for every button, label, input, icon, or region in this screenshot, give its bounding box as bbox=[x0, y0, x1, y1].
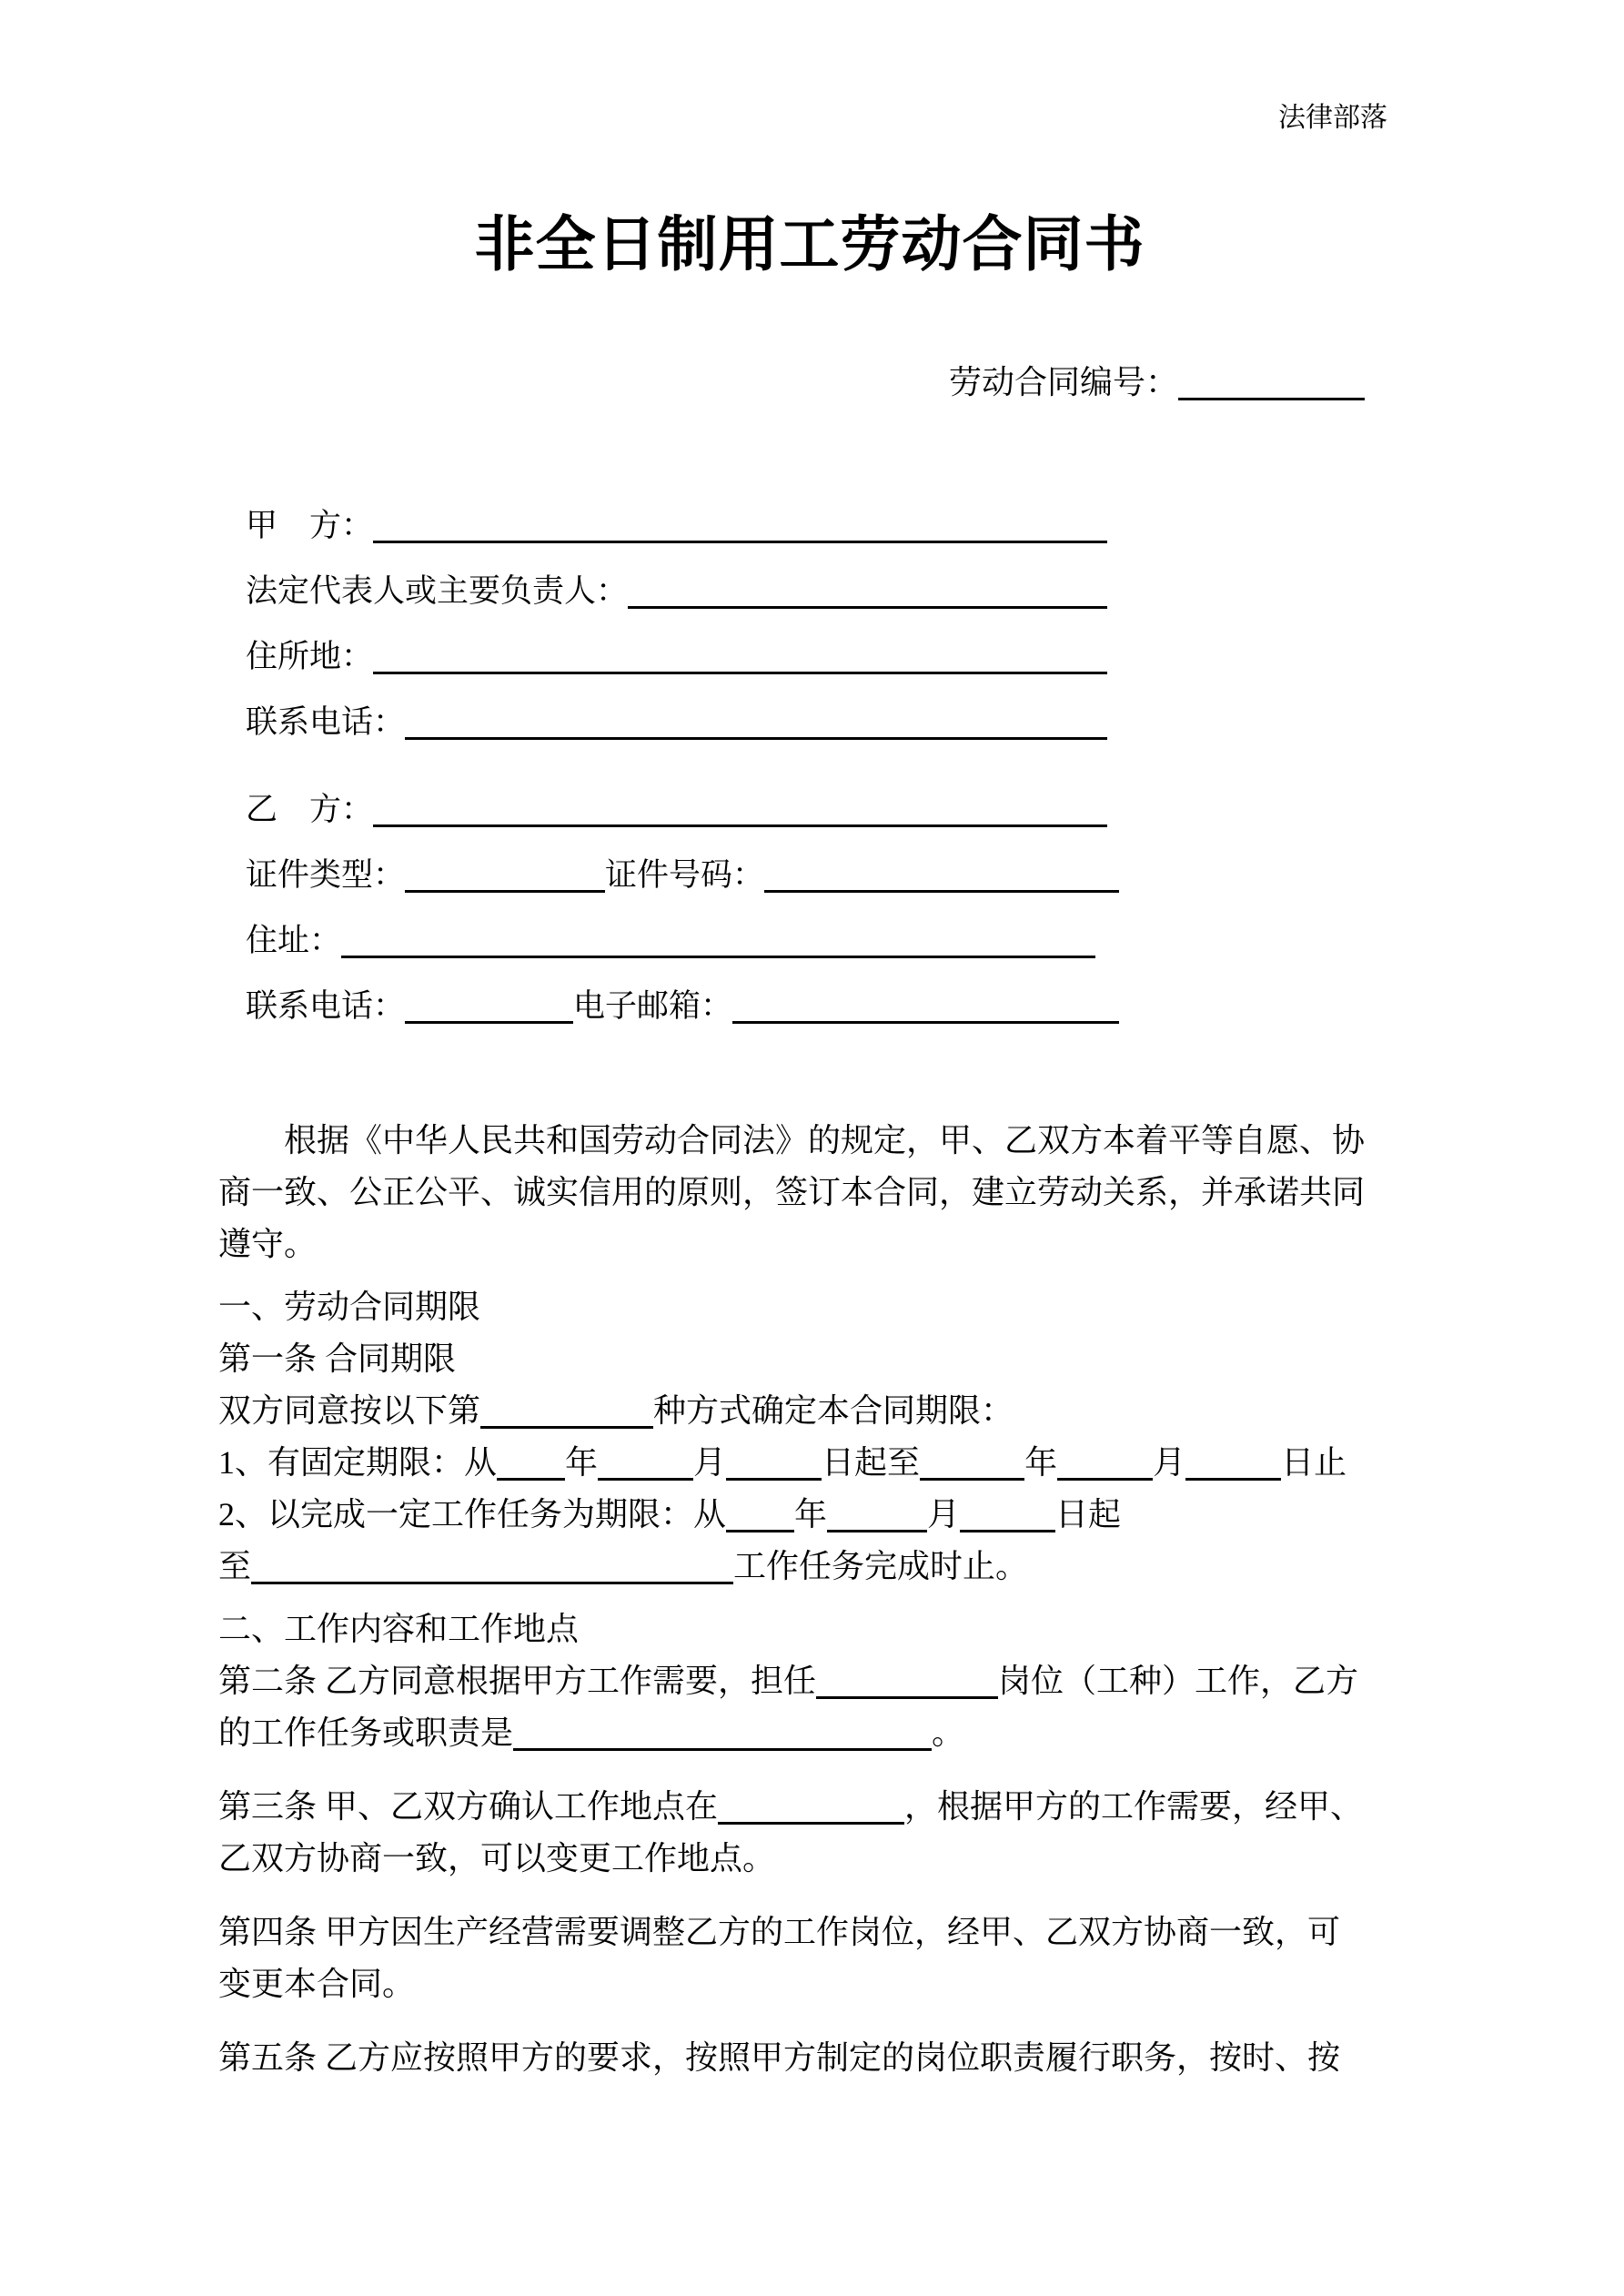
blank-field bbox=[405, 724, 1107, 740]
blank-field bbox=[1057, 1465, 1153, 1481]
text-run: 证件号码： bbox=[605, 857, 765, 893]
party-a-legal-rep-row bbox=[246, 571, 1401, 612]
text-run: 二、工作内容和工作地点 bbox=[218, 1611, 580, 1647]
party-a-name-row bbox=[246, 505, 1401, 547]
text-run: 联系电话： bbox=[246, 704, 406, 740]
watermark-brand: 法律部落 bbox=[1278, 103, 1387, 133]
text-run: 证件类型： bbox=[246, 857, 406, 893]
preamble-line-1 bbox=[218, 1115, 1401, 1167]
text-run: 一、劳动合同期限 bbox=[218, 1289, 481, 1325]
blank-field bbox=[513, 1735, 932, 1751]
clauses-section bbox=[218, 1281, 1401, 2084]
clause-4-line-2 bbox=[218, 1958, 1401, 2010]
text-run: ，根据甲方的工作需要，经甲、 bbox=[904, 1788, 1364, 1825]
blank-field bbox=[920, 1465, 1024, 1481]
text-run: 日起 bbox=[1055, 1496, 1122, 1532]
blank-field bbox=[598, 1465, 693, 1481]
text-run: 第三条 甲、乙双方确认工作地点在 bbox=[218, 1788, 719, 1825]
contract-number-label: 劳动合同编号： bbox=[948, 364, 1178, 400]
text-run: 乙双方协商一致，可以变更工作地点。 bbox=[218, 1840, 776, 1876]
text-run: 月 bbox=[693, 1444, 727, 1481]
blank-field bbox=[628, 593, 1107, 609]
text-run: 日起至 bbox=[822, 1444, 921, 1481]
blank-field bbox=[960, 1517, 1055, 1532]
blank-field bbox=[1185, 1465, 1281, 1481]
blank-field bbox=[732, 1008, 1119, 1024]
preamble-line-3 bbox=[218, 1219, 1401, 1270]
text-run: 第二条 乙方同意根据甲方工作需要，担任 bbox=[218, 1663, 817, 1699]
text-run: 第五条 乙方应按照甲方的要求，按照甲方制定的岗位职责履行职务，按时、按 bbox=[218, 2039, 1341, 2076]
blank-field bbox=[373, 528, 1107, 543]
preamble-line-2 bbox=[218, 1167, 1401, 1219]
clause-2-line-2 bbox=[218, 1707, 1401, 1759]
party-a-phone-row bbox=[246, 702, 1401, 743]
clause-3-line-1 bbox=[218, 1781, 1401, 1833]
text-run: 工作任务完成时止。 bbox=[733, 1548, 1029, 1584]
text-run: 日止 bbox=[1281, 1444, 1347, 1481]
page-title: 非全日制用工劳动合同书 bbox=[474, 210, 1145, 278]
party-b-name-row bbox=[246, 789, 1401, 831]
contract-number-row bbox=[218, 359, 1401, 405]
text-run: 2、以完成一定工作任务为期限：从 bbox=[218, 1496, 727, 1532]
contract-number-blank bbox=[1178, 385, 1365, 400]
text-run: 1、有固定期限：从 bbox=[218, 1444, 498, 1481]
text-run: 遵守。 bbox=[218, 1226, 318, 1262]
clause-1-option-1 bbox=[218, 1437, 1401, 1489]
text-run: 法定代表人或主要负责人： bbox=[246, 573, 629, 609]
party-a-section bbox=[218, 505, 1401, 743]
clause-5-line-1 bbox=[218, 2032, 1401, 2084]
blank-field bbox=[497, 1465, 565, 1481]
text-run: 根据《中华人民共和国劳动合同法》的规定，甲、乙双方本着平等自愿、协 bbox=[284, 1122, 1366, 1158]
text-run: 月 bbox=[1153, 1444, 1186, 1481]
text-run: 岗位（工种）工作，乙方 bbox=[998, 1663, 1359, 1699]
clause-1-heading bbox=[218, 1333, 1401, 1385]
text-run: 的工作任务或职责是 bbox=[218, 1714, 514, 1751]
text-run: 第一条 合同期限 bbox=[218, 1340, 457, 1377]
clause-1-option-2-cont bbox=[218, 1541, 1401, 1593]
text-run: 联系电话： bbox=[246, 988, 406, 1024]
clause-2-line-1 bbox=[218, 1655, 1401, 1707]
blank-field bbox=[373, 659, 1107, 674]
section-2-heading bbox=[218, 1603, 1401, 1655]
text-run: 双方同意按以下第 bbox=[218, 1392, 481, 1429]
party-b-address-row bbox=[246, 920, 1401, 962]
blank-field bbox=[480, 1413, 653, 1429]
text-run: 年 bbox=[565, 1444, 599, 1481]
party-b-id-row bbox=[246, 855, 1401, 896]
blank-field bbox=[726, 1517, 794, 1532]
text-run: 电子邮箱： bbox=[573, 988, 733, 1024]
blank-field bbox=[251, 1569, 733, 1584]
text-run: 住所地： bbox=[246, 639, 374, 674]
blank-field bbox=[718, 1809, 904, 1825]
blank-field bbox=[827, 1517, 927, 1532]
clause-1-option-2 bbox=[218, 1489, 1401, 1541]
blank-field bbox=[405, 877, 605, 893]
text-run: 年 bbox=[1024, 1444, 1058, 1481]
clause-3-line-2 bbox=[218, 1833, 1401, 1885]
blank-field bbox=[405, 1008, 573, 1024]
text-run: 至 bbox=[218, 1548, 252, 1584]
text-run: 变更本合同。 bbox=[218, 1966, 416, 2002]
text-run: 第四条 甲方因生产经营需要调整乙方的工作岗位，经甲、乙双方协商一致，可 bbox=[218, 1914, 1341, 1950]
text-run: 乙 方： bbox=[246, 792, 374, 827]
party-b-contact-row bbox=[246, 986, 1401, 1027]
blank-field bbox=[341, 943, 1095, 958]
text-run: 种方式确定本合同期限： bbox=[653, 1392, 1014, 1429]
blank-field bbox=[764, 877, 1119, 893]
text-run: 甲 方： bbox=[246, 508, 374, 543]
text-run: 年 bbox=[794, 1496, 828, 1532]
text-run: 住址： bbox=[246, 923, 342, 958]
party-a-address-row bbox=[246, 636, 1401, 678]
text-run: 。 bbox=[932, 1714, 965, 1751]
text-run: 月 bbox=[927, 1496, 961, 1532]
blank-field bbox=[726, 1465, 822, 1481]
party-b-section bbox=[218, 789, 1401, 1027]
blank-field bbox=[373, 812, 1107, 827]
text-run: 商一致、公正公平、诚实信用的原则，签订本合同，建立劳动关系，并承诺共同 bbox=[218, 1174, 1366, 1210]
preamble-section bbox=[218, 1115, 1401, 1270]
section-1-heading bbox=[218, 1281, 1401, 1333]
blank-field bbox=[816, 1684, 998, 1699]
clause-4-line-1 bbox=[218, 1907, 1401, 1958]
clause-1-method-line bbox=[218, 1385, 1401, 1437]
